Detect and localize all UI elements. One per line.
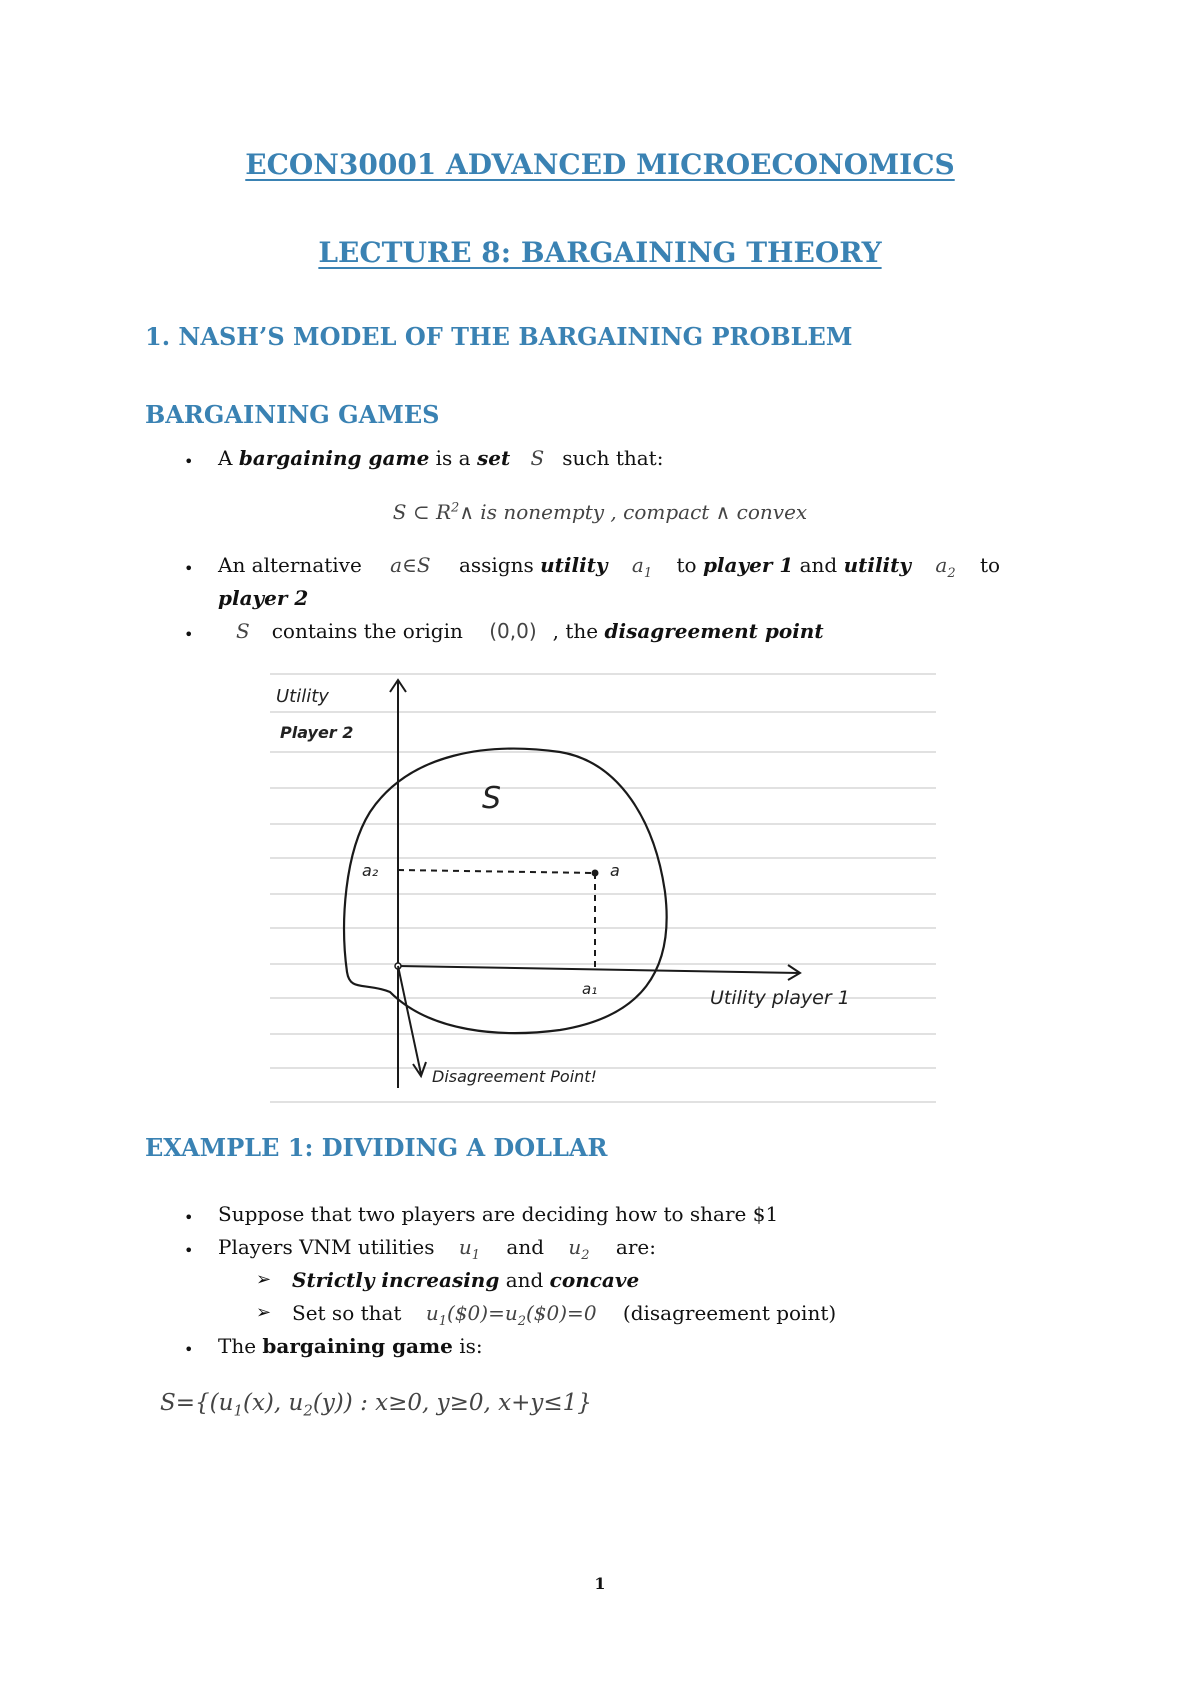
section-heading: 1. NASH’S MODEL OF THE BARGAINING PROBLEM bbox=[145, 322, 853, 351]
example-heading: EXAMPLE 1: DIVIDING A DOLLAR bbox=[145, 1133, 608, 1162]
x-axis bbox=[398, 966, 800, 973]
a2-dashed-guide bbox=[398, 870, 595, 873]
bullet-vnm-utilities: Players VNM utilities $u_1$ and $u_2$ are: bbox=[218, 1235, 656, 1263]
bullet-icon: • bbox=[184, 559, 194, 578]
bullet-alternative-continued: player 2 bbox=[218, 586, 309, 610]
bullet-alternative: An alternative a∈S assigns utility $a_1$ to player 1 and utility $a_2$ to bbox=[218, 553, 1001, 581]
set-boundary bbox=[344, 749, 667, 1033]
bullet-definition: A bargaining game is a set S such that: bbox=[218, 446, 664, 470]
bullet-icon: • bbox=[184, 625, 194, 644]
sub-bullet-increasing: Strictly increasing and concave bbox=[292, 1268, 640, 1292]
page-number: 1 bbox=[594, 1574, 606, 1593]
y-axis-label-1: Utility bbox=[276, 686, 329, 707]
sub-bullet-arrow-icon: ➢ bbox=[256, 1269, 272, 1290]
disagreement-arrow bbox=[398, 966, 421, 1074]
bullet-icon: • bbox=[184, 1208, 194, 1227]
a-label: a bbox=[610, 861, 620, 880]
set-definition-formula: S ⊂ $R^2\wedge$ is nonempty , compact ∧ convex bbox=[392, 500, 808, 524]
point-a bbox=[592, 870, 599, 877]
bullet-origin: S contains the origin (0,0) , the disagreement point bbox=[236, 619, 824, 643]
lecture-title: LECTURE 8: BARGAINING THEORY bbox=[318, 236, 882, 269]
disagreement-label: Disagreement Point! bbox=[432, 1067, 597, 1086]
bullet-icon: • bbox=[184, 1241, 194, 1260]
subsection-heading-bargaining-games: BARGAINING GAMES bbox=[145, 400, 440, 429]
sub-bullet-normalization: Set so that $u_1(\$0)=u_2(\$0)=0$ (disagreement point) bbox=[292, 1301, 837, 1329]
bargaining-game-formula: $S=\{(u_1(x)$, $u_2(y)$) : x≥0, y≥0, x+y≤1} bbox=[160, 1390, 592, 1420]
a1-label: a₁ bbox=[582, 980, 598, 998]
bullet-bargaining-game: The bargaining game is: bbox=[218, 1334, 483, 1358]
document-title: ECON30001 ADVANCED MICROECONOMICS bbox=[245, 148, 955, 181]
bullet-icon: • bbox=[184, 452, 194, 471]
x-axis-label: Utility player 1 bbox=[710, 987, 850, 1009]
bargaining-set-figure bbox=[270, 672, 936, 1104]
a2-label: a₂ bbox=[362, 861, 379, 880]
sub-bullet-arrow-icon: ➢ bbox=[256, 1302, 272, 1323]
bullet-icon: • bbox=[184, 1340, 194, 1359]
bullet-share-dollar: Suppose that two players are deciding how to share $1 bbox=[218, 1202, 779, 1226]
set-label: S bbox=[482, 781, 502, 816]
ruled-lines bbox=[270, 674, 936, 1102]
y-axis-label-2: Player 2 bbox=[280, 723, 354, 742]
